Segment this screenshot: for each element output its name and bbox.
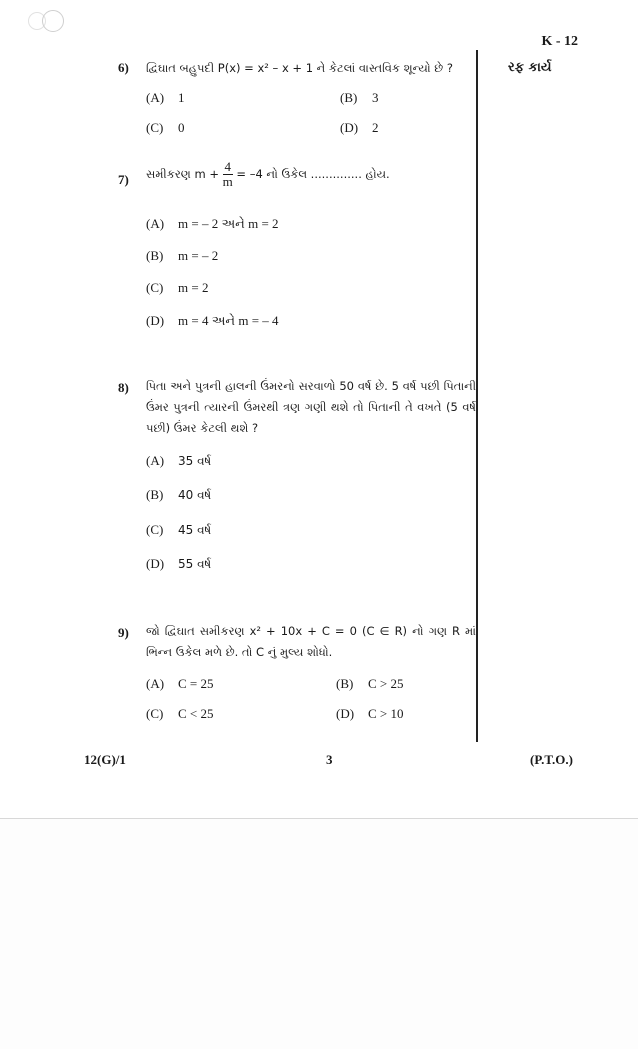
margin-divider [476,50,478,742]
pto-label: (P.T.O.) [530,752,573,767]
option-d[interactable]: (D) C > 10 [336,706,404,721]
question-number: 6) [118,60,129,75]
question-text: દ્વિઘાત બહુપદી P(x) = x² – x + 1 ને કેટલાં વાસ્તવિક શૂન્યો છે ? [146,61,453,75]
option-b[interactable]: (B) m = – 2 [146,248,219,263]
question-number: 7) [118,172,129,187]
option-a[interactable]: (A) 35 વર્ષ [146,453,212,468]
question-number: 8) [118,380,129,395]
question-text: પિતા અને પુત્રની હાલની ઉંમરનો સરવાળો 50 વર્ષ છે. 5 વર્ષ પછી પિતાની ઉંમર પુત્રની ત્યારની ઉંમરથી ત્રણ ગણી થશે તો પિતાની તે વખતે (5 વર્ષ પછી) ઉંમર કેટલી થશે ? [146,379,476,435]
option-a[interactable]: (A) m = – 2 અને m = 2 [146,216,279,231]
option-b[interactable]: (B) 40 વર્ષ [146,487,212,502]
option-c[interactable]: (C) m = 2 [146,280,209,295]
option-d[interactable]: (D) 55 વર્ષ [146,556,212,571]
option-a[interactable]: (A) C = 25 [146,676,214,691]
option-b[interactable]: (B) 3 [340,90,379,105]
option-c[interactable]: (C) 45 વર્ષ [146,522,212,537]
question-text: જો દ્વિઘાત સમીકરણ x² + 10x + C = 0 (C ∈ R) નો ગણ R માં ભિન્ન ઉકેલ મળે છે. તો C નું મુલ્ય શોધો. [146,624,476,659]
footer-code: 12(G)/1 [84,752,126,767]
option-a[interactable]: (A) 1 [146,90,185,105]
question-number: 9) [118,625,129,640]
fraction: $\frac{4}{m}$ [222,159,233,189]
option-c[interactable]: (C) 0 [146,120,185,135]
option-d[interactable]: (D) 2 [340,120,379,135]
option-d[interactable]: (D) m = 4 અને m = – 4 [146,313,279,328]
punch-hole-mark [42,10,64,32]
page-number: 3 [326,752,333,767]
rough-work-label: રફ કાર્ય [508,60,552,75]
paper-code: K - 12 [541,34,578,49]
option-b[interactable]: (B) C > 25 [336,676,404,691]
question-text: સમીકરણ m + $\frac{4}{m}$ = –4 નો ઉકેલ .............. હોય. [146,159,390,189]
option-c[interactable]: (C) C < 25 [146,706,214,721]
